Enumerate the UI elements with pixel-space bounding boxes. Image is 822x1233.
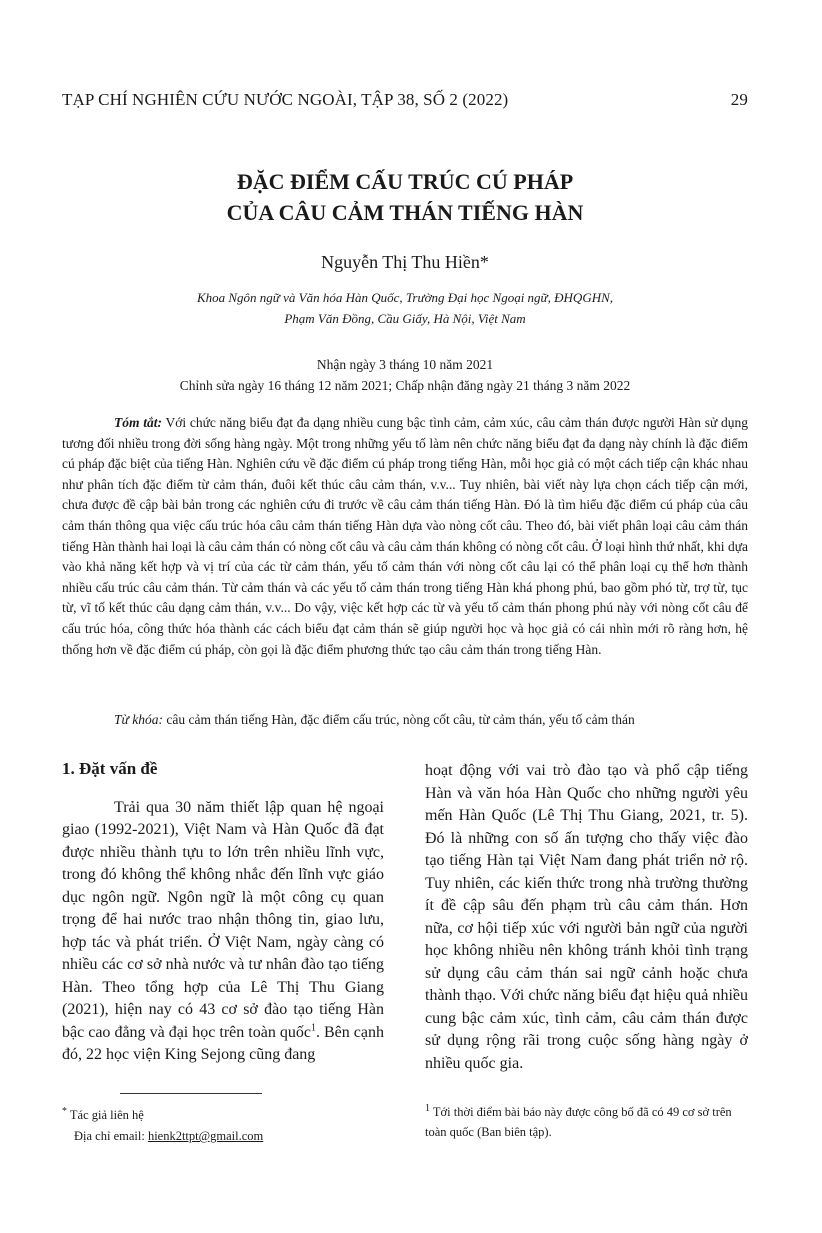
body-paragraph-continued: hoạt động với vai trò đào tạo và phổ cập tiếng Hàn và văn hóa Hàn Quốc cho những người yêu mến Hàn Quốc (Lê Thị Thu Giang, 2021, tr. 5). Đó là những con số ấn tượng cho thấy việc đào tạo tiếng Hàn tại Việt Nam đang phát triển nở rộ. Tuy nhiên, các kiến thức trong nhà trường thường ít đề cập sâu đến phạm trù câu cảm thán. Hơn nữa, cơ hội tiếp xúc với người bản ngữ của người học không nhiều nên không tránh khỏi tình trạng sử dụng câu cảm thán sai ngữ cảnh hoặc chưa thành thạo. Với chức năng biểu đạt hiệu quả nhiều cung bậc cảm xúc, tình cảm, câu cảm thán được sử dụng rộng rãi trong cuộc sống hàng ngày ở nhiều quốc gia. <box>425 762 748 1072</box>
body-column-right <box>425 760 748 1075</box>
section-heading: 1. Đặt vấn đề <box>62 759 158 778</box>
affiliation-line-1: Khoa Ngôn ngữ và Văn hóa Hàn Quốc, Trường Đại học Ngoại ngữ, ĐHQGHN, <box>196 290 614 305</box>
paragraph-text-part-1: Trải qua 30 năm thiết lập quan hệ ngoại giao (1992-2021), Việt Nam và Hàn Quốc đã đạt được nhiều thành tựu to lớn trên nhiều lĩnh vực, trong đó không thể không nhắc đến lĩnh vực giáo dục ngôn ngữ. Ngôn ngữ là một công cụ quan trọng để hai nước trao nhận thông tin, giao lưu, hợp tác và phát triển. Ở Việt Nam, ngày càng có nhiều các cơ sở nhà nước và tư nhân đào tạo tiếng Hàn. Theo tổng hợp của Lê Thị Thu Giang (2021), hiện nay có 43 cơ sở đào tạo tiếng Hàn bậc cao đẳng và đại học trên toàn quốc <box>62 798 384 1041</box>
received-date: Nhận ngày 3 tháng 10 năm 2021 <box>316 357 494 372</box>
paragraph-text-part-2: . Bên cạnh đó, 22 học viện King Sejong cũng đang <box>62 1023 384 1063</box>
title-line-1: ĐẶC ĐIỂM CẤU TRÚC CÚ PHÁP <box>236 169 574 194</box>
title-line-2: CỦA CÂU CẢM THÁN TIẾNG HÀN <box>226 200 584 225</box>
article-dates <box>62 354 748 396</box>
keywords <box>62 710 748 730</box>
footnote-asterisk: * <box>62 1105 67 1117</box>
email-link[interactable]: hienk2ttpt@gmail.com <box>147 1129 264 1143</box>
footnote-reference: 1 <box>310 1022 316 1034</box>
abstract-text: Với chức năng biểu đạt đa dạng nhiều cung bậc tình cảm, cảm xúc, câu cảm thán được người Hàn sử dụng tương đối nhiều trong đời sống hàng ngày. Một trong những yếu tố làm nên chức năng biểu đạt đa dạng này chính là đặc điểm cú pháp đặc biệt của tiếng Hàn. Nghiên cứu về đặc điểm cú pháp trong tiếng Hàn, mỗi học giả có một cách tiếp cận khác nhau như phân tích đặc điểm từ cảm thán, đuôi kết thúc câu cảm thán, v.v... Tuy nhiên, bài viết này lựa chọn cách tiếp cận mới, chưa được đề cập bài bản trong các nghiên cứu đi trước về câu cảm thán tiếng Hàn. Đó là tìm hiểu đặc điểm cú pháp của câu cảm thán thông qua việc cấu trúc hóa câu cảm thán tiếng Hàn dựa vào nòng cốt câu. Theo đó, bài viết phân loại câu cảm thán tiếng Hàn thành hai loại là câu cảm thán có nòng cốt câu và câu cảm thán không có nòng cốt câu. Ở loại hình thứ nhất, khi dựa vào khả năng kết hợp và vị trí của các từ cảm thán, yếu tố cảm thán với nòng cốt câu lại có thể phân loại cụ thể hơn thành nhiều cấu trúc câu cảm thán. Từ cảm thán và các yếu tố cảm thán trong tiếng Hàn khá phong phú, bao gồm phó từ, trợ từ, tục từ, vĩ tố kết thúc câu dạng cảm thán, v.v... Do vậy, việc kết hợp các từ và yếu tố cảm thán phong phú này với nòng cốt câu để cấu trúc hóa, công thức hóa thành các cách biểu đạt cảm thán sẽ giúp người học và học giả có cái nhìn mới rõ ràng hơn, hệ thống hơn về đặc điểm cú pháp, còn gọi là đặc điểm phương thức tạo câu cảm thán trong tiếng Hàn. <box>62 415 748 657</box>
footnote-1-text: Tới thời điểm bài báo này được công bố đã có 49 cơ sở trên toàn quốc (Ban biên tập). <box>425 1105 732 1139</box>
corresponding-author-label: Tác giả liên hệ <box>69 1108 144 1122</box>
body-column-left <box>62 758 384 1067</box>
footnote-1 <box>425 1102 748 1142</box>
revised-accepted-date: Chỉnh sửa ngày 16 tháng 12 năm 2021; Chấp nhận đăng ngày 21 tháng 3 năm 2022 <box>179 378 631 393</box>
keywords-label: Từ khóa: <box>114 712 163 727</box>
footnote-divider <box>120 1093 262 1094</box>
body-paragraph <box>62 797 384 1067</box>
affiliation-line-2: Phạm Văn Đồng, Cầu Giấy, Hà Nội, Việt Nam <box>284 311 526 326</box>
article-title <box>62 166 748 228</box>
keywords-text: câu cảm thán tiếng Hàn, đặc điểm cấu trúc, nòng cốt câu, từ cảm thán, yếu tố cảm thán <box>166 712 635 727</box>
abstract-label: Tóm tắt: <box>114 415 162 430</box>
abstract <box>62 413 748 660</box>
email-label: Địa chỉ email: <box>74 1129 145 1143</box>
footnote-1-mark: 1 <box>425 1102 430 1114</box>
affiliation <box>62 287 748 329</box>
author-name: Nguyễn Thị Thu Hiền* <box>321 252 489 272</box>
page-number: 29 <box>730 90 748 109</box>
footnote-corresponding-author <box>62 1105 384 1147</box>
journal-title: TẠP CHÍ NGHIÊN CỨU NƯỚC NGOÀI, TẬP 38, SỐ 2 (2022) <box>62 90 509 109</box>
